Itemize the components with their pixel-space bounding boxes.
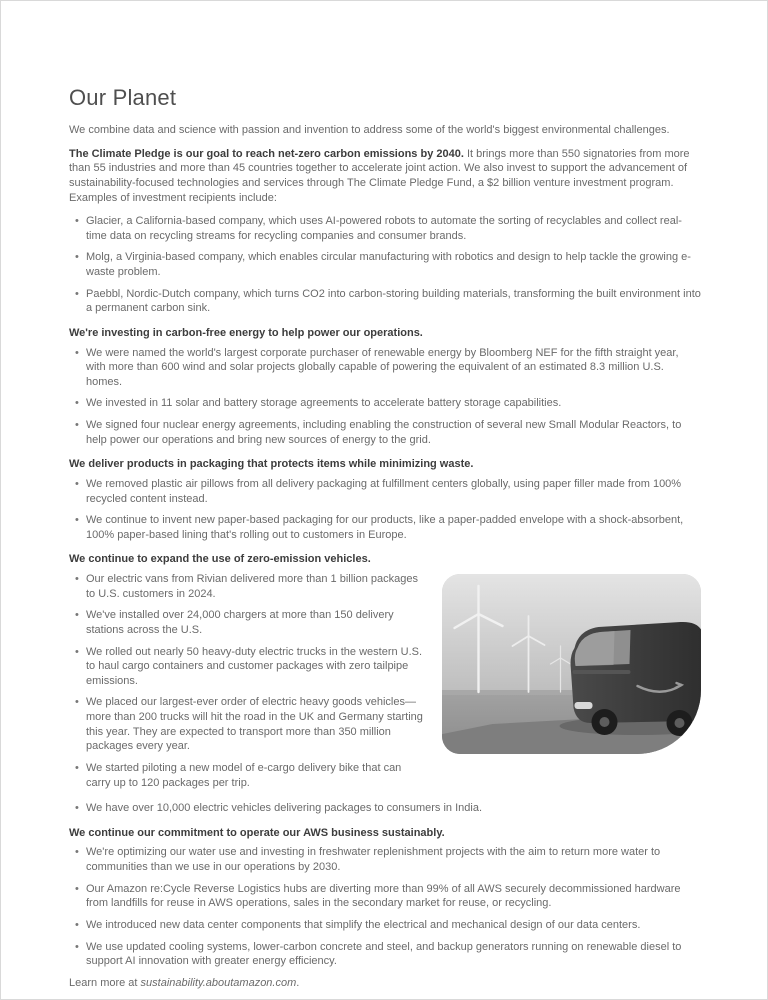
bullet-item: [86, 940, 701, 969]
section-zero-emission-vehicles: [69, 552, 701, 815]
section-heading: We continue our commitment to operate our AWS business sustainably.: [69, 826, 445, 839]
bullet-item: [86, 695, 428, 754]
two-column-layout: [69, 572, 701, 801]
bullet-text: We've installed over 24,000 chargers at more than 150 delivery stations across the U.S.: [86, 609, 394, 636]
bullet-item: [86, 396, 701, 411]
bullet-item: [86, 882, 701, 911]
electric-van-photo: [442, 574, 701, 754]
section-heading: We deliver products in packaging that protects items while minimizing waste.: [69, 458, 474, 471]
bullet-list: [69, 801, 701, 816]
bullet-text: We use updated cooling systems, lower-carbon concrete and steel, and backup generators running on renewable diesel to support AI innovation with greater energy efficiency.: [86, 940, 682, 968]
bullet-item: [86, 761, 428, 790]
electric-van-illustration: [442, 574, 701, 754]
pledge-bullet-list: [69, 214, 701, 316]
electric-van: [571, 622, 702, 736]
bullet-text: We introduced new data center components that simplify the electrical and mechanical design of our data centers.: [86, 918, 641, 931]
bullet-text: We started piloting a new model of e-cargo delivery bike that can carry up to 120 packages per trip.: [86, 761, 402, 789]
bullet-item: [86, 250, 701, 279]
bullet-item: [86, 513, 701, 542]
page-title: Our Planet: [69, 85, 177, 110]
bullet-text: We have over 10,000 electric vehicles delivering packages to consumers in India.: [86, 802, 483, 815]
bullet-text: Our electric vans from Rivian delivered more than 1 billion packages to U.S. customers in 2024.: [86, 573, 418, 600]
bullet-text: Our Amazon re:Cycle Reverse Logistics hubs are diverting more than 99% of all AWS securely decommissioned hardware from landfills for reuse in AWS operations, sales in the secondary market for reuse, or recycling.: [86, 882, 681, 910]
bullet-item: [86, 477, 701, 506]
bullet-text: We rolled out nearly 50 heavy-duty electric trucks in the western U.S. to haul cargo containers and customer packages with zero tailpipe emissions.: [86, 645, 423, 687]
section-aws-sustainability: [69, 826, 701, 969]
learn-more-suffix: .: [296, 976, 300, 989]
bullet-item: [86, 608, 428, 637]
bullet-text: Glacier, a California-based company, which uses AI-powered robots to automate the sorting of recyclables and collect real-time data on recycling streams for recycling companies and consumer brands.: [86, 215, 682, 242]
climate-pledge-bold-lead: The Climate Pledge is our goal to reach net-zero carbon emissions by 2040.: [69, 147, 464, 160]
section-heading: We continue to expand the use of zero-emission vehicles.: [69, 553, 371, 566]
intro-paragraph: We combine data and science with passion and invention to address some of the world's biggest environmental challenges.: [69, 124, 670, 136]
sustainability-link[interactable]: sustainability.aboutamazon.com: [140, 976, 297, 989]
bullet-item: [86, 918, 701, 933]
climate-pledge-paragraph: [69, 147, 701, 206]
bullet-list: [69, 845, 701, 968]
bullet-text: Molg, a Virginia-based company, which enables circular manufacturing with robotics and design to help tackle the growing e-waste problem.: [86, 251, 691, 278]
learn-more-prefix: Learn more at: [69, 976, 141, 989]
section-packaging: [69, 457, 701, 542]
learn-more-note: [69, 976, 701, 991]
section-carbon-free-energy: [69, 326, 701, 447]
bullet-item: [86, 845, 701, 874]
bullet-list: [69, 477, 701, 543]
bullet-text: We were named the world's largest corporate purchaser of renewable energy by Bloomberg NEF for the fifth straight year, with more than 600 wind and solar projects globally capable of powering the equivalent of an estimated 8.3 million U.S. homes.: [86, 346, 679, 388]
bullet-text: We continue to invent new paper-based packaging for our products, like a paper-padded envelope with a shock-absorbent, 100% paper-based lining that's rolling out to customers in Europe.: [86, 514, 684, 541]
bullet-item: [86, 346, 701, 390]
bullet-item: [86, 214, 701, 243]
bullet-text: We invested in 11 solar and battery storage agreements to accelerate battery storage capabilities.: [86, 397, 562, 410]
bullet-item: [86, 572, 428, 601]
section-heading: We're investing in carbon-free energy to help power our operations.: [69, 326, 423, 339]
bullet-item: [86, 418, 701, 447]
bullet-text: We placed our largest-ever order of electric heavy goods vehicles—more than 200 trucks will hit the road in the UK and Germany starting this year. They are expected to transport more than 350 million packages every year.: [86, 696, 423, 753]
bullet-text: We removed plastic air pillows from all delivery packaging at fulfillment centers globally, using paper filler made from 100% recycled content instead.: [86, 477, 682, 505]
bullet-text: We're optimizing our water use and investing in freshwater replenishment projects with the aim to return more water to communities than we use in our operations by 2030.: [86, 846, 661, 873]
bullet-item: [86, 645, 428, 689]
bullet-text: Paebbl, Nordic-Dutch company, which turns CO2 into carbon-storing building materials, transforming the built environment into a permanent carbon sink.: [86, 287, 701, 315]
bullet-item: [86, 801, 701, 816]
page-content: [1, 1, 767, 990]
bullet-list: [69, 346, 701, 448]
bullet-text: We signed four nuclear energy agreements, including enabling the construction of several new Small Modular Reactors, to help power our operations and bring new sources of energy to the grid.: [86, 419, 682, 446]
bullet-item: [86, 287, 701, 316]
climate-pledge-body: It brings more than 550 signatories from more than 55 industries and more than 45 countries together to accelerate joint action. We also invest to support the advancement of sustainability-focused technologies and services through The Climate Pledge Fund, a $2 billion venture investment program. Examples of investment recipients include:: [69, 147, 690, 204]
bullet-list: [69, 572, 428, 797]
